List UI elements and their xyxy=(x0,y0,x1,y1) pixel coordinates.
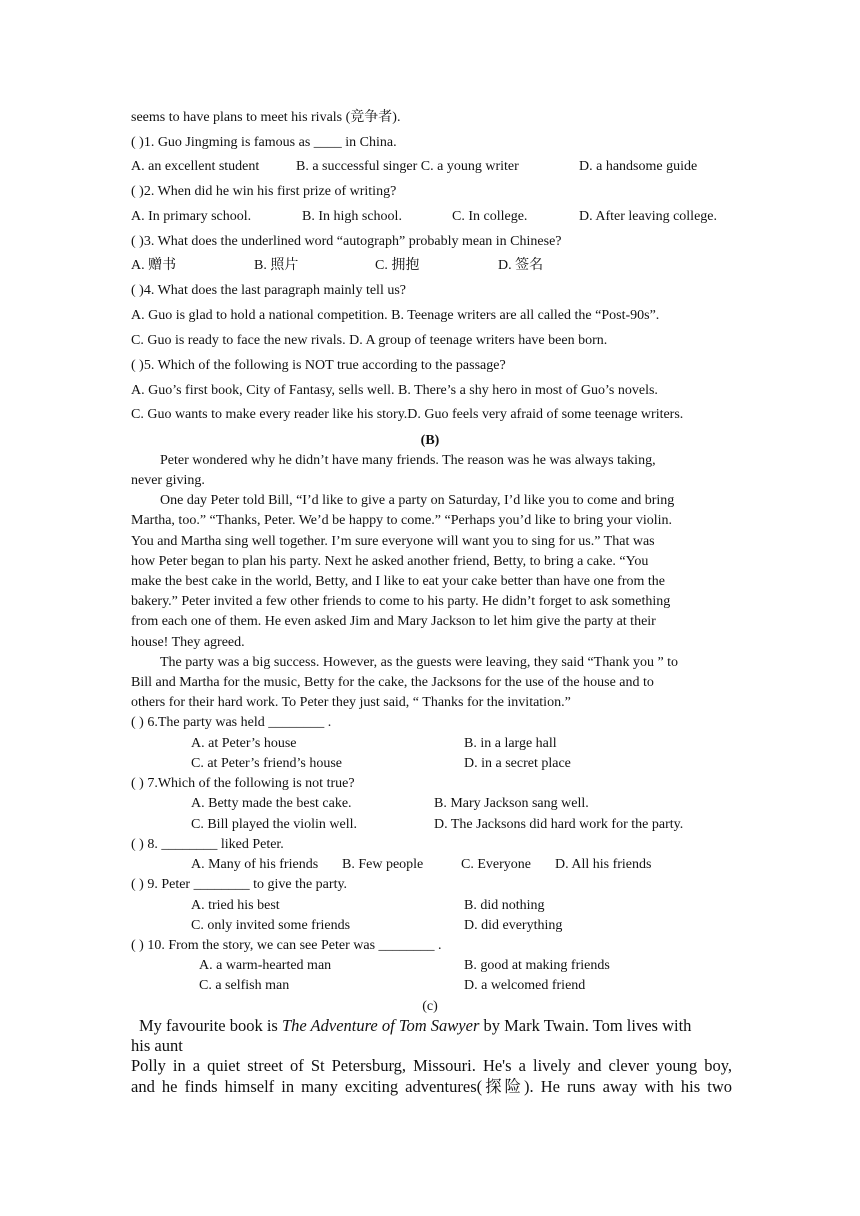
passage-c-line-3: Polly in a quiet street of St Petersburg, Missouri. He's a lively and clever young boy, xyxy=(131,1056,732,1075)
q8-stem: ( ) 8. ________ liked Peter. xyxy=(131,837,284,852)
q7-option-a: A. Betty made the best cake. xyxy=(191,796,352,811)
q1-option-bc: B. a successful singer C. a young writer xyxy=(296,159,519,174)
q10-option-c: C. a selfish man xyxy=(199,978,290,993)
q10-option-b: B. good at making friends xyxy=(464,958,610,973)
book-title: The Adventure of Tom Sawyer xyxy=(281,1016,480,1035)
q3-option-c: C. 拥抱 xyxy=(375,258,420,273)
q2-stem: ( )2. When did he win his first prize of writing? xyxy=(131,184,397,199)
passage-b-line: The party was a big success. However, as the guests were leaving, they said “Thank you ” to xyxy=(160,655,679,670)
passage-b-line: from each one of them. He even asked Jim and Mary Jackson to let him give the party at their xyxy=(131,614,656,629)
q7-option-c: C. Bill played the violin well. xyxy=(191,817,358,832)
q6-option-d: D. in a secret place xyxy=(464,756,571,771)
q9-option-d: D. did everything xyxy=(464,918,563,933)
passage-c-text: by Mark Twain. Tom lives with xyxy=(479,1016,692,1035)
q2-option-b: B. In high school. xyxy=(302,209,402,224)
q3-stem: ( )3. What does the underlined word “autograph” probably mean in Chinese? xyxy=(131,234,562,249)
passage-c-line-1 xyxy=(139,1016,691,1036)
q9-option-a: A. tried his best xyxy=(191,898,280,913)
q4-options-line-1: A. Guo is glad to hold a national competition. B. Teenage writers are all called the “Post-90s”. xyxy=(131,308,660,323)
q8-option-b: B. Few people xyxy=(342,857,424,872)
q9-stem: ( ) 9. Peter ________ to give the party. xyxy=(131,877,348,892)
q4-stem: ( )4. What does the last paragraph mainly tell us? xyxy=(131,283,406,298)
passage-b-line: others for their hard work. To Peter they just said, “ Thanks for the invitation.” xyxy=(131,695,571,710)
q8-option-a: A. Many of his friends xyxy=(191,857,319,872)
passage-c-line-4: and he finds himself in many exciting adventures(探险). He runs away with his two xyxy=(131,1077,732,1096)
section-b-heading: (B) xyxy=(420,433,440,448)
q10-option-d: D. a welcomed friend xyxy=(464,978,586,993)
passage-b-line: Peter wondered why he didn’t have many friends. The reason was he was always taking, xyxy=(160,453,656,468)
passage-b-line: never giving. xyxy=(131,473,205,488)
passage-b-line: Bill and Martha for the music, Betty for the cake, the Jacksons for the use of the house and to xyxy=(131,675,654,690)
q5-stem: ( )5. Which of the following is NOT true according to the passage? xyxy=(131,358,506,373)
q3-option-d: D. 签名 xyxy=(498,258,544,273)
q9-option-b: B. did nothing xyxy=(464,898,545,913)
q10-stem: ( ) 10. From the story, we can see Peter was ________ . xyxy=(131,938,442,953)
passage-c-line-2: his aunt xyxy=(131,1036,183,1055)
q7-option-b: B. Mary Jackson sang well. xyxy=(434,796,589,811)
q6-option-a: A. at Peter’s house xyxy=(191,736,297,751)
q2-option-d: D. After leaving college. xyxy=(579,209,718,224)
q5-options-line-1: A. Guo’s first book, City of Fantasy, sells well. B. There’s a shy hero in most of Guo’s novels. xyxy=(131,383,658,398)
passage-b-line: Martha, too.” “Thanks, Peter. We’d be happy to come.” “Perhaps you’d like to bring your violin. xyxy=(131,513,672,528)
intro-line: seems to have plans to meet his rivals (竞争者). xyxy=(131,110,401,125)
q8-option-c: C. Everyone xyxy=(461,857,531,872)
passage-b-line: how Peter began to plan his party. Next he asked another friend, Betty, to bring a cake. “You xyxy=(131,554,649,569)
passage-b-line: You and Martha sing well together. I’m sure everyone will want you to sing for us.” That was xyxy=(131,534,655,549)
passage-b-line: bakery.” Peter invited a few other friends to come to his party. He didn’t forget to ask something xyxy=(131,594,671,609)
q7-stem: ( ) 7.Which of the following is not true? xyxy=(131,776,355,791)
passage-b-line: One day Peter told Bill, “I’d like to give a party on Saturday, I’d like you to come and bring xyxy=(160,493,675,508)
q3-option-b: B. 照片 xyxy=(254,258,299,273)
q2-option-c: C. In college. xyxy=(452,209,528,224)
q10-option-a: A. a warm-hearted man xyxy=(199,958,332,973)
q7-option-d: D. The Jacksons did hard work for the party. xyxy=(434,817,684,832)
q6-option-c: C. at Peter’s friend’s house xyxy=(191,756,342,771)
q1-option-d: D. a handsome guide xyxy=(579,159,698,174)
section-c-heading: (c) xyxy=(422,999,438,1014)
passage-b-line: house! They agreed. xyxy=(131,635,245,650)
passage-b-line: make the best cake in the world, Betty, and I like to eat your cake better than have one from the xyxy=(131,574,666,589)
q1-stem: ( )1. Guo Jingming is famous as ____ in China. xyxy=(131,135,397,150)
q5-options-line-2: C. Guo wants to make every reader like his story.D. Guo feels very afraid of some teenage writers. xyxy=(131,407,684,422)
q8-option-d: D. All his friends xyxy=(555,857,652,872)
passage-c-text: My favourite book is xyxy=(139,1016,282,1035)
q9-option-c: C. only invited some friends xyxy=(191,918,351,933)
q6-option-b: B. in a large hall xyxy=(464,736,557,751)
q6-stem: ( ) 6.The party was held ________ . xyxy=(131,715,332,730)
q2-option-a: A. In primary school. xyxy=(131,209,252,224)
q3-option-a: A. 赠书 xyxy=(131,258,177,273)
q1-option-a: A. an excellent student xyxy=(131,159,260,174)
q4-options-line-2: C. Guo is ready to face the new rivals. D. A group of teenage writers have been born. xyxy=(131,333,608,348)
